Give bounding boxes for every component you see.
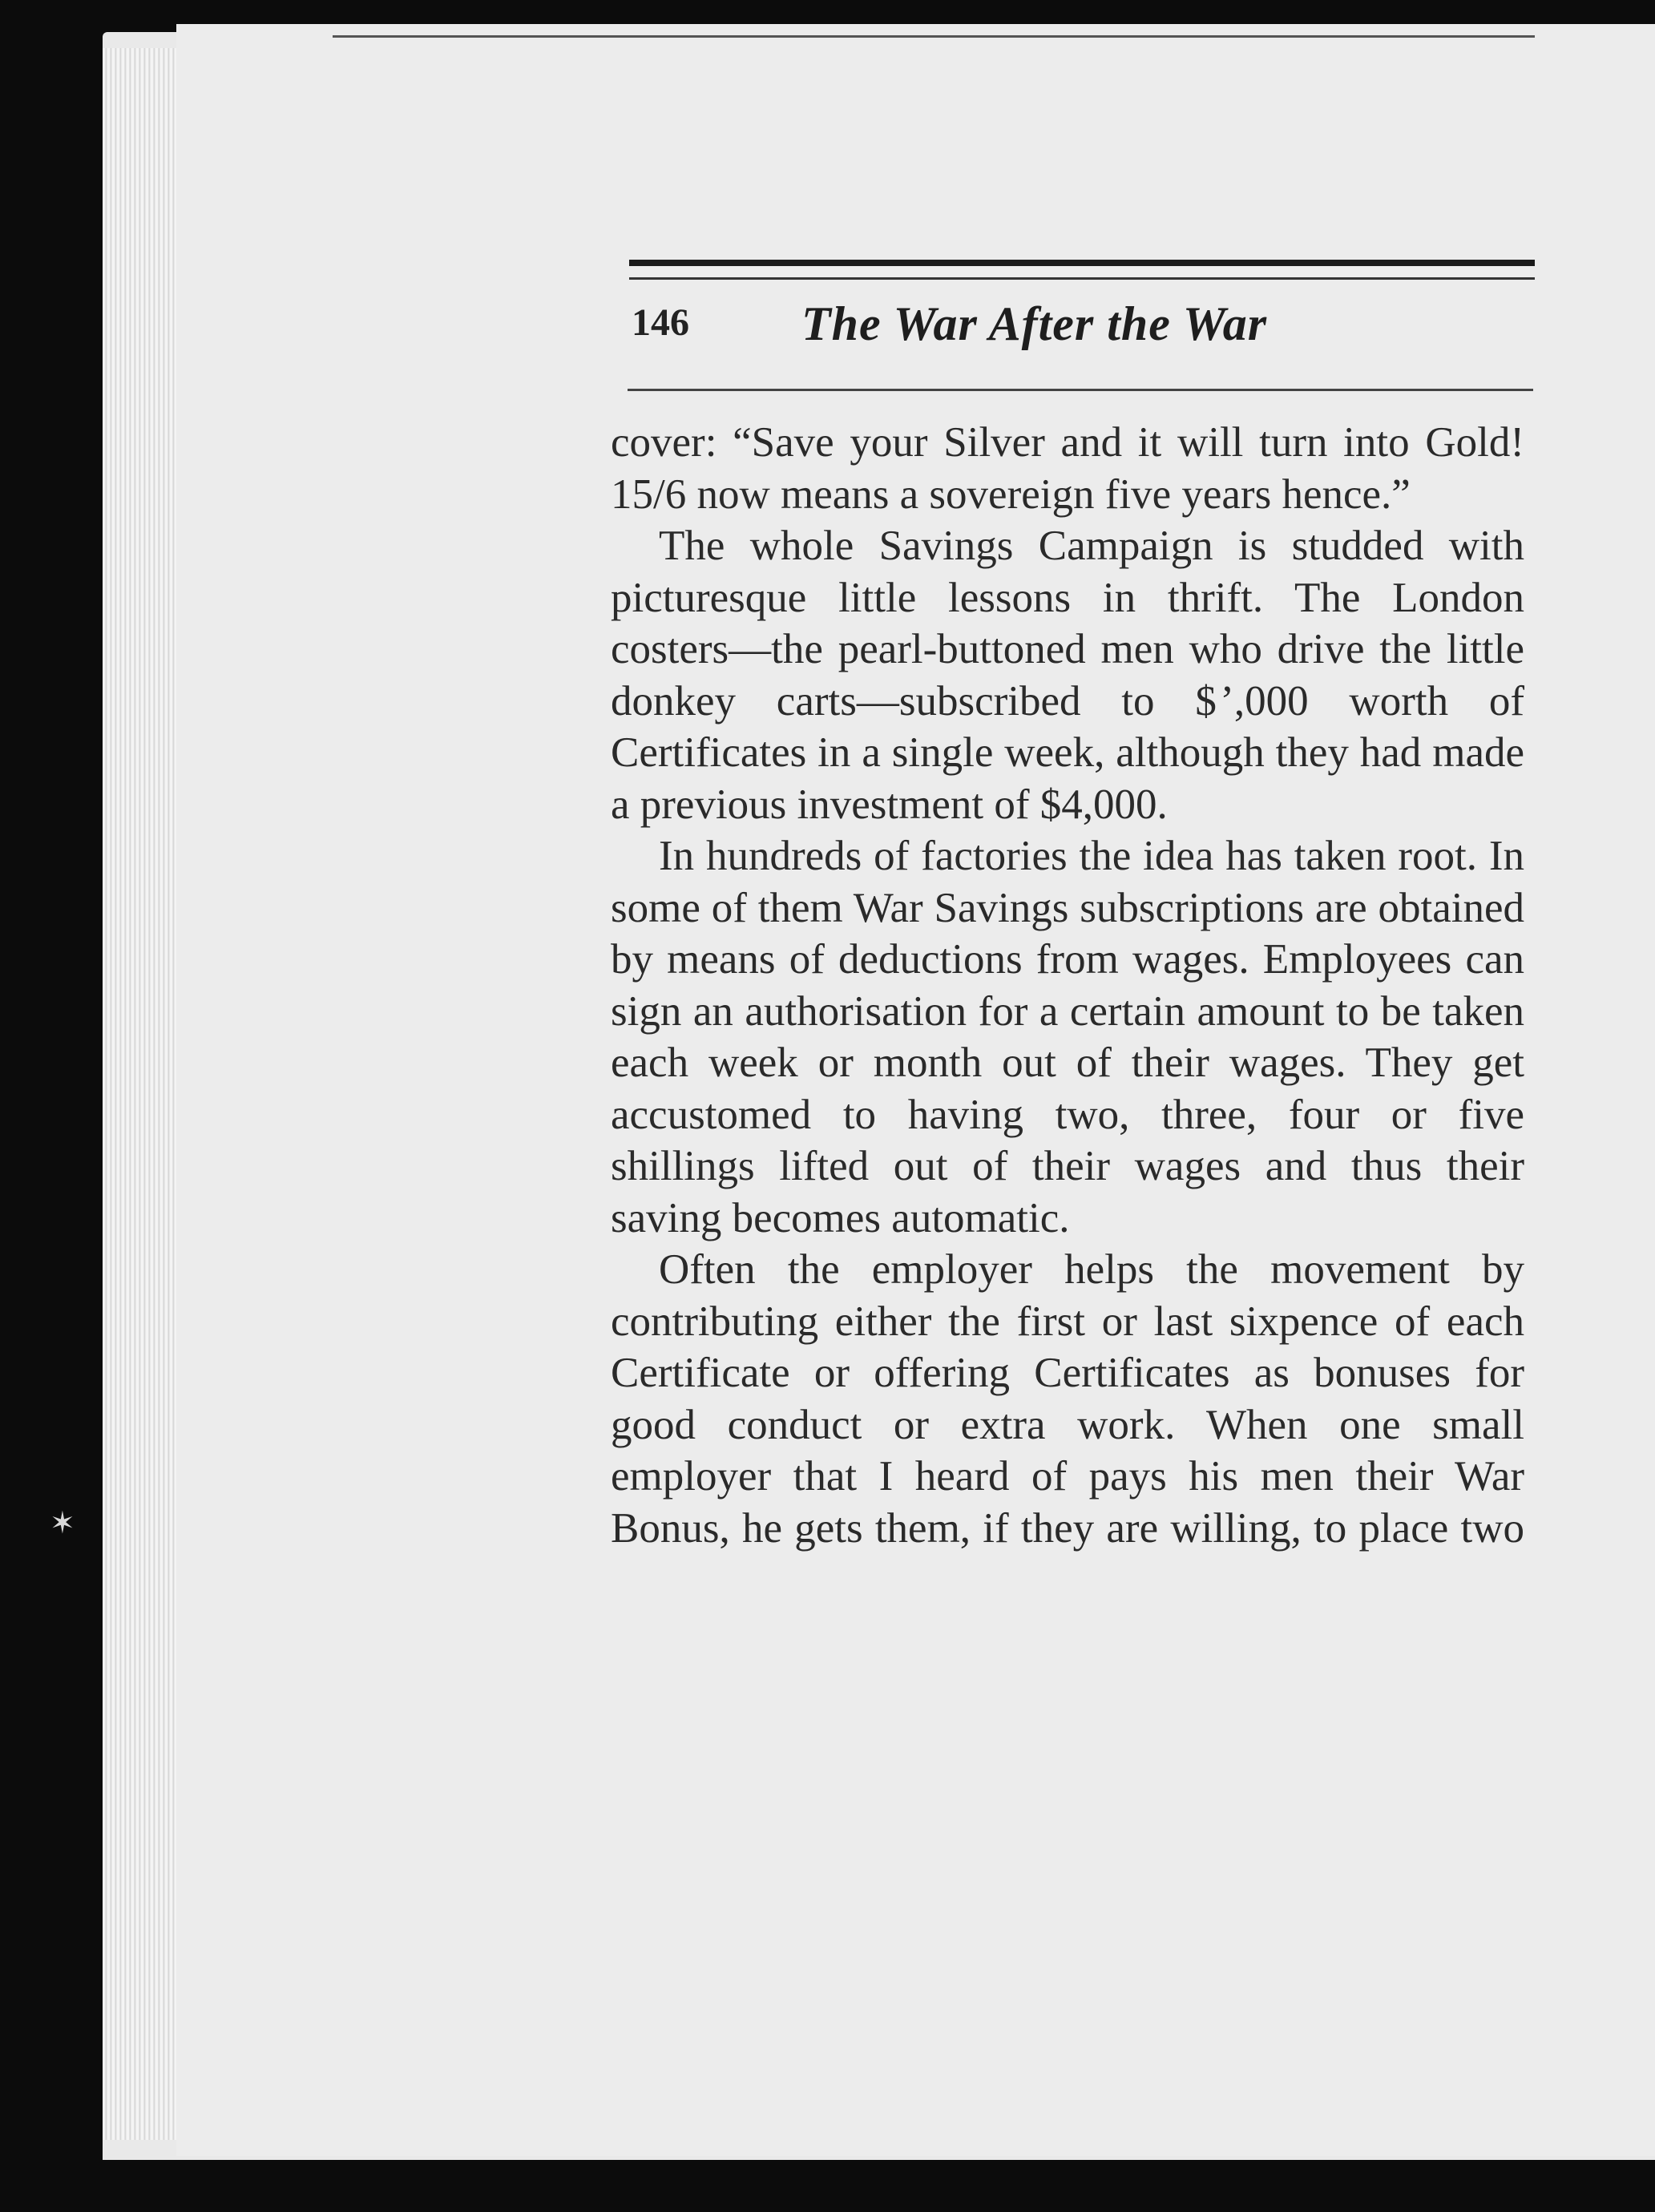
paragraph-3: In hundreds of factories the idea has taken root. In some of them War Savings subscriptions are obtained by means of deductions from wages. Employees can sign an authorisation for a certain amount to be taken each week or month out of their wages. They get accustomed to having two, three, four or five shillings lifted out of their wages and thus their saving becomes automatic. [611, 833, 1524, 1241]
header-rule-thin [629, 277, 1535, 280]
running-title: The War After the War [801, 297, 1268, 350]
paragraph-1: cover: “Save your Silver and it will turn into Gold! 15/6 now means a sovereign five years hence.” [611, 419, 1524, 518]
header-rule-under [628, 389, 1533, 391]
page-edges [103, 48, 183, 2140]
page-number: 146 [632, 301, 689, 344]
top-edge-line [333, 35, 1535, 38]
paragraph-4: Often the employer helps the movement by contributing either the first or last sixpence of each Certificate or offering Certificates as bonuses for good conduct or extra work. When one small employer that I heard of pays his men their War Bonus, he gets them, if they are willing, to place two [611, 1246, 1524, 1552]
body-text [611, 417, 1524, 1554]
margin-mark: ✶ [50, 1507, 75, 1540]
paragraph-2: The whole Savings Campaign is studded with picturesque little lessons in thrift. The London costers—the pearl-buttoned men who drive the little donkey carts—subscribed to $ ’,000 worth of Certificates in a single week, although they had made a previous investment of $4,000. [611, 523, 1524, 828]
header-rule-thick [629, 260, 1535, 266]
